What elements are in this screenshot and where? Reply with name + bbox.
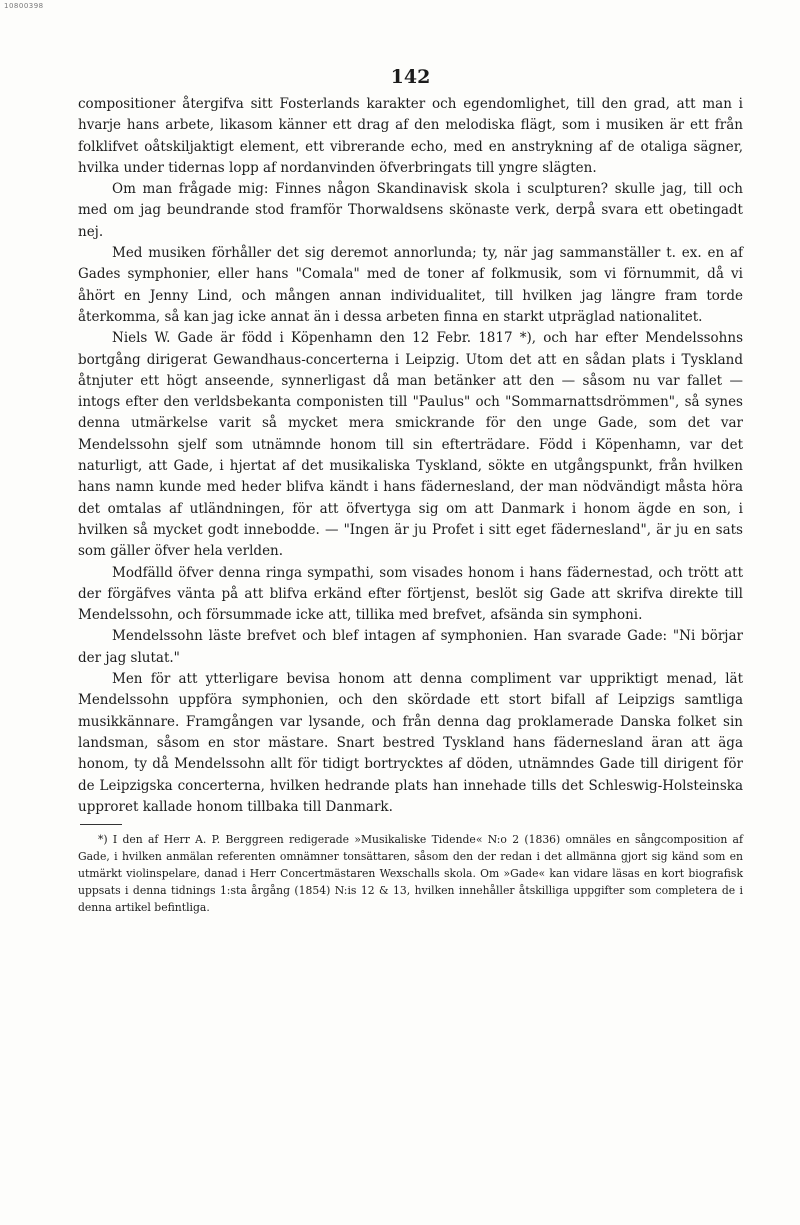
footnote: *) I den af Herr A. P. Berggreen redigerade »Musikaliske Tidende« N:o 2 (1836) omnäles en sångcomposition af Gade, i hvilken anmälan referenten omnämner tonsättaren, såsom den der redan i det allmänna gjort sig känd som en utmärkt violinspelare, danad i Herr Concertmästaren Wexschalls skola. Om »Gade« kan vidare läsas en kort biografisk uppsats i denna tidnings 1:sta årgång (1854) N:is 12 & 13, hvilken innehåller åtskilliga uppgifter som completera de i denna artikel befintliga. — [78, 833, 743, 915]
page-number: 142 — [390, 66, 431, 88]
paragraph: Men för att ytterligare bevisa honom att denna compliment var uppriktigt menad, lät Mendelssohn uppföra symphonien, och den skördade ett stort bifall af Leipzigs samtliga musikkännare. Framgången var lysande, och från denna dag proklamerade Danska folket sin landsman, såsom en stor mästare. Snart bestred Tyskland hans fädernesland äran att äga honom, ty då Mendelssohn allt för tidigt bortrycktes af döden, utnämndes Gade till dirigent för de Leipzigska concerterna, hvilken hedrande plats han innehade tills det Schleswig-Holsteinska upproret kallade honom tillbaka till Danmark. — [78, 671, 743, 815]
scan-id-label: 10800398 — [4, 2, 44, 10]
paragraph: compositioner återgifva sitt Fosterlands karakter och egendomlighet, till den grad, att man i hvarje hans arbete, likasom känner ett drag af den melodiska flägt, som i musiken är ett från folklifvet oåtskiljaktigt element, ett vibrerande echo, med en anstrykning af de otaliga sägner, hvilka under tidernas lopp af nordanvinden öfverbringats till yngre slägten. — [78, 96, 743, 176]
book-page — [78, 66, 743, 916]
footnote-divider — [80, 824, 122, 825]
paragraph: Niels W. Gade är född i Köpenhamn den 12 Febr. 1817 *), och har efter Mendelssohns bortgång dirigerat Gewandhaus-concerterna i Leipzig. Utom det att en sådan plats i Tyskland åtnjuter ett högt anseende, synnerligast då man betänker att den — såsom nu var fallet — intogs efter den verldsbekanta componisten till "Paulus" och "Sommarnattsdrömmen", så synes denna utmärkelse varit så mycket mera smickrande för den unge Gade, som det var Mendelssohn sjelf som utnämnde honom till sin efterträdare. Född i Köpenhamn, var det naturligt, att Gade, i hjertat af det musikaliska Tyskland, sökte en utgångspunkt, från hvilken hans namn kunde med heder blifva kändt i hans fädernesland, der man nödvändigt måsta höra det omtalas af utländningen, för att öfvertyga sig om att Danmark i honom ägde en son, i hvilken så mycket godt innebodde. — "Ingen är ju Profet i sitt eget fädernesland", är ju en sats som gäller öfver hela verlden. — [78, 330, 743, 560]
paragraph: Med musiken förhåller det sig deremot annorlunda; ty, när jag sammanställer t. ex. en af Gades symphonier, eller hans "Comala" med de toner af folkmusik, som vi förnummit, då vi åhört en Jenny Lind, och mången annan individualitet, till hvilken jag längre fram torde återkomma, så kan jag icke annat än i dessa arbeten finna en starkt utpräglad nationalitet. — [78, 245, 743, 325]
paragraph: Modfälld öfver denna ringa sympathi, som visades honom i hans fädernestad, och trött att der förgäfves vänta på att blifva erkänd efter förtjenst, beslöt sig Gade att skrifva direkte till Mendelssohn, och försummade icke att, tillika med brefvet, afsända sin symphoni. — [78, 564, 743, 624]
paragraph: Mendelssohn läste brefvet och blef intagen af symphonien. Han svarade Gade: "Ni börjar der jag slutat." — [78, 628, 743, 666]
paragraph: Om man frågade mig: Finnes någon Skandinavisk skola i sculpturen? skulle jag, till och med om jag beundrande stod framför Thorwaldsens skönaste verk, derpå svara ett obetingadt nej. — [78, 181, 743, 240]
body-text — [78, 94, 743, 818]
